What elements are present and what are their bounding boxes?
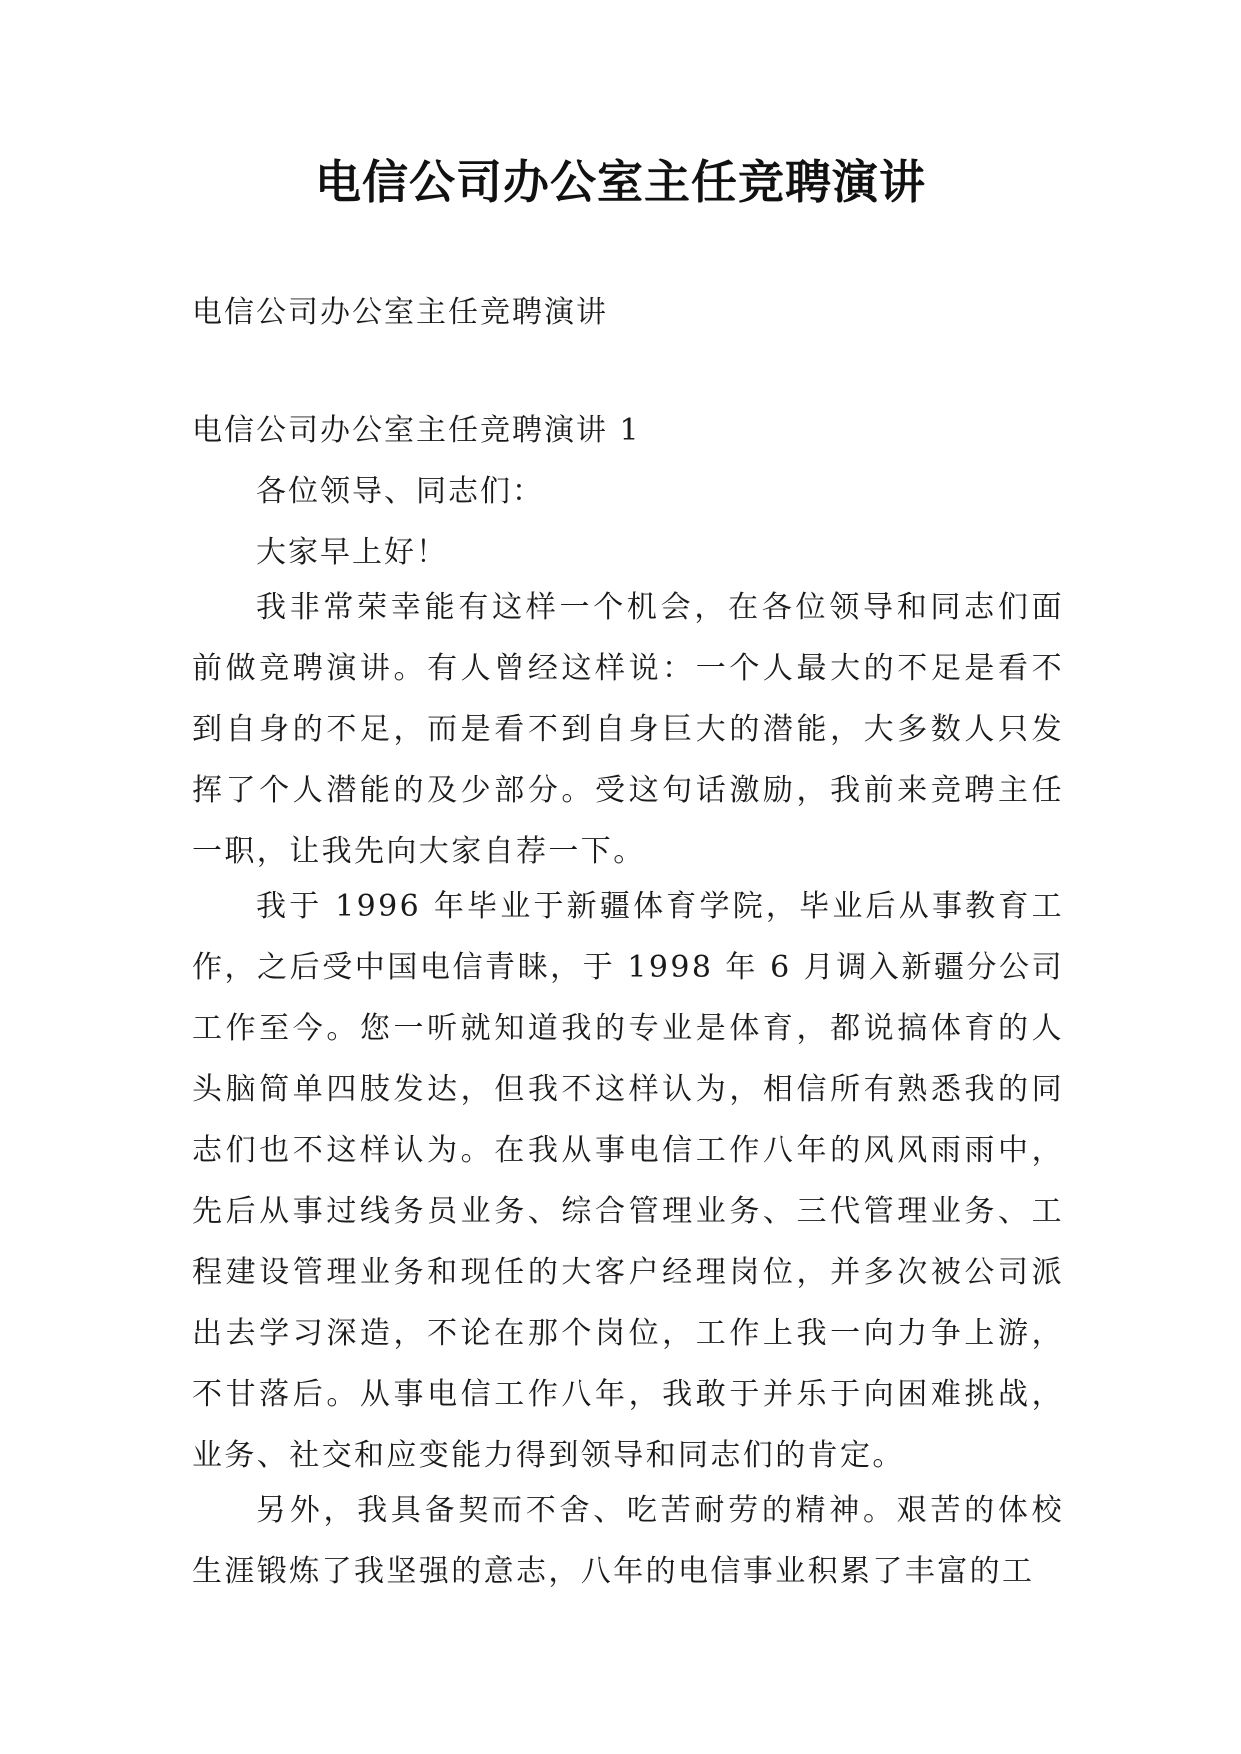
- salutation: 各位领导、同志们：: [256, 474, 544, 509]
- document-title: 电信公司办公室主任竞聘演讲: [315, 155, 926, 209]
- document-subtitle: 电信公司办公室主任竞聘演讲: [192, 295, 608, 330]
- paragraph-2: [192, 876, 1064, 1486]
- paragraph-2-text: 我于 1996 年毕业于新疆体育学院，毕业后从事教育工作，之后受中国电信青睐，于 1998 年 6 月调入新疆分公司工作至今。您一听就知道我的专业是体育，都说搞体育的人头脑简单四肢发达，但我不这样认为，相信所有熟悉我的同志们也不这样认为。在我从事电信工作八年的风风雨雨中，先后从事过线务员业务、综合管理业务、三代管理业务、工程建设管理业务和现任的大客户经理岗位，并多次被公司派出去学习深造，不论在那个岗位，工作上我一向力争上游，不甘落后。从事电信工作八年，我敢于并乐于向困难挑战，业务、社交和应变能力得到领导和同志们的肯定。: [192, 889, 1064, 1473]
- paragraph-1: [192, 577, 1064, 882]
- paragraph-3: [192, 1480, 1064, 1602]
- section-heading: 电信公司办公室主任竞聘演讲 1: [192, 413, 641, 448]
- greeting: 大家早上好！: [256, 535, 448, 570]
- paragraph-3-text: 另外，我具备契而不舍、吃苦耐劳的精神。艰苦的体校生涯锻炼了我坚强的意志，八年的电信事业积累了丰富的工: [192, 1493, 1064, 1589]
- paragraph-1-text: 我非常荣幸能有这样一个机会，在各位领导和同志们面前做竞聘演讲。有人曾经这样说：一个人最大的不足是看不到自身的不足，而是看不到自身巨大的潜能，大多数人只发挥了个人潜能的及少部分。受这句话激励，我前来竞聘主任一职，让我先向大家自荐一下。: [192, 590, 1064, 869]
